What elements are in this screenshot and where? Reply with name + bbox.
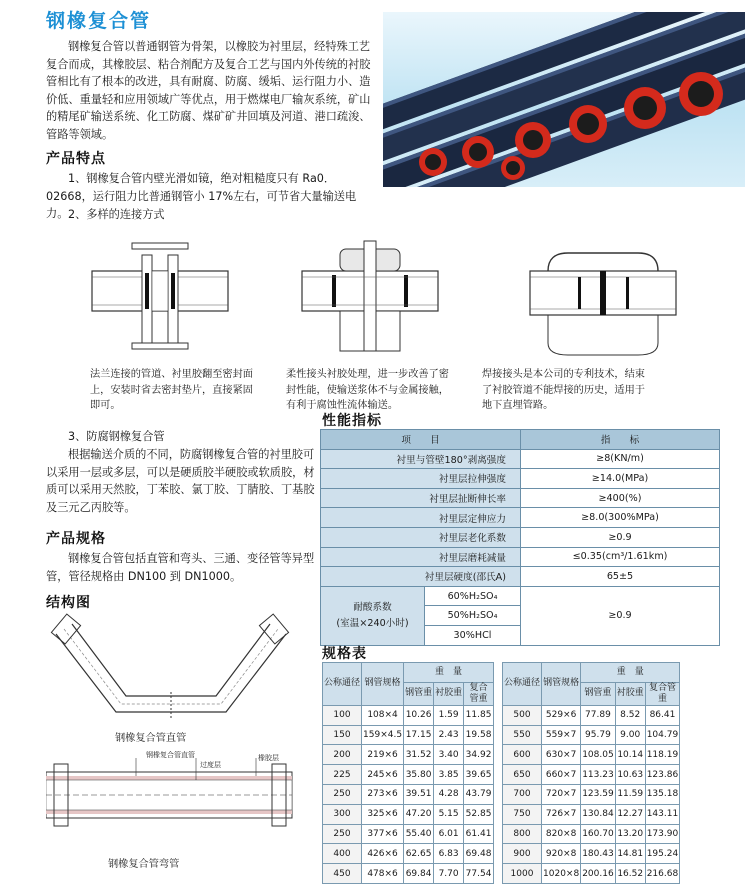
perf-col-item: 项 目 bbox=[321, 430, 521, 450]
spec-col-dn: 公称通径 bbox=[503, 663, 542, 706]
spec-cell-steel: 108.05 bbox=[581, 745, 616, 765]
spec-cell-lining: 5.15 bbox=[434, 804, 464, 824]
spec-cell-lining: 6.01 bbox=[434, 824, 464, 844]
spec-cell-steel: 200.16 bbox=[581, 864, 616, 884]
spec-cell-dn: 150 bbox=[323, 725, 362, 745]
spec-cell-lining: 6.83 bbox=[434, 844, 464, 864]
flexible-joint-caption: 柔性接头衬胶处理，进一步改善了密封性能，使输送浆体不与金属接触，有利于腐蚀性流体输送。 bbox=[286, 369, 449, 411]
table-row bbox=[323, 725, 494, 745]
spec-col-lining: 衬胶重 bbox=[434, 682, 464, 705]
spec-table-right bbox=[502, 662, 680, 884]
spec-cell-composite: 77.54 bbox=[464, 864, 494, 884]
perf-item: 衬里层扯断伸长率 bbox=[321, 488, 521, 508]
spec-cell-pipe: 660×7 bbox=[542, 765, 581, 785]
spec-cell-lining: 12.27 bbox=[615, 804, 645, 824]
spec-cell-dn: 400 bbox=[323, 844, 362, 864]
table-row bbox=[323, 824, 494, 844]
spec-cell-dn: 450 bbox=[323, 864, 362, 884]
spec-cell-pipe: 720×7 bbox=[542, 784, 581, 804]
table-row bbox=[503, 864, 680, 884]
spec-cell-steel: 130.84 bbox=[581, 804, 616, 824]
table-row bbox=[503, 725, 680, 745]
spec-cell-lining: 10.63 bbox=[615, 765, 645, 785]
feature-2: 2、多样的连接方式 bbox=[68, 208, 165, 221]
spec-cell-pipe: 273×6 bbox=[362, 784, 404, 804]
perf-value: ≤0.35(cm³/1.61km) bbox=[521, 547, 720, 567]
perf-acid-label bbox=[321, 586, 425, 645]
spec-table-heading: 规格表 bbox=[322, 646, 367, 662]
table-row bbox=[321, 508, 720, 528]
perf-col-value: 指 标 bbox=[521, 430, 720, 450]
spec-cell-dn: 250 bbox=[323, 784, 362, 804]
spec-cell-steel: 35.80 bbox=[404, 765, 434, 785]
spec-cell-lining: 3.85 bbox=[434, 765, 464, 785]
spec-cell-pipe: 630×7 bbox=[542, 745, 581, 765]
spec-cell-steel: 17.15 bbox=[404, 725, 434, 745]
spec-cell-pipe: 478×6 bbox=[362, 864, 404, 884]
welded-joint-diagram bbox=[528, 243, 678, 363]
spec-table-left bbox=[322, 662, 494, 884]
table-row bbox=[503, 765, 680, 785]
spec-cell-lining: 4.28 bbox=[434, 784, 464, 804]
performance-table bbox=[320, 429, 720, 646]
table-row bbox=[323, 745, 494, 765]
spec-cell-lining: 1.59 bbox=[434, 705, 464, 725]
spec-col-steel: 钢管重 bbox=[404, 682, 434, 705]
perf-item: 衬里层定伸应力 bbox=[321, 508, 521, 528]
spec-cell-steel: 113.23 bbox=[581, 765, 616, 785]
spec-cell-composite: 143.11 bbox=[645, 804, 680, 824]
perf-item: 衬里层磨耗减量 bbox=[321, 547, 521, 567]
feature-1: 1、钢橡复合管内壁光滑如镜，绝对粗糙度只有 Ra0．02668，运行阻力比普通钢管小 17%左右，可节省大量输送电力。 bbox=[46, 172, 357, 221]
spec-cell-pipe: 159×4.5 bbox=[362, 725, 404, 745]
table-row bbox=[503, 804, 680, 824]
perf-value: ≥8(KN/m) bbox=[521, 449, 720, 469]
spec-cell-dn: 200 bbox=[323, 745, 362, 765]
perf-item: 衬里层硬度(邵氏A) bbox=[321, 567, 521, 587]
perf-value: 65±5 bbox=[521, 567, 720, 587]
spec-cell-lining: 9.00 bbox=[615, 725, 645, 745]
spec-cell-pipe: 920×8 bbox=[542, 844, 581, 864]
spec-cell-steel: 31.52 bbox=[404, 745, 434, 765]
spec-cell-pipe: 1020×8 bbox=[542, 864, 581, 884]
spec-cell-dn: 250 bbox=[323, 824, 362, 844]
spec-cell-composite: 118.19 bbox=[645, 745, 680, 765]
perf-value: ≥8.0(300%MPa) bbox=[521, 508, 720, 528]
straight-pipe-caption: 钢橡复合管直管 bbox=[115, 733, 187, 744]
spec-cell-steel: 123.59 bbox=[581, 784, 616, 804]
spec-cell-composite: 69.48 bbox=[464, 844, 494, 864]
spec-cell-steel: 62.65 bbox=[404, 844, 434, 864]
specs-heading: 产品规格 bbox=[46, 531, 106, 547]
spec-cell-lining: 8.52 bbox=[615, 705, 645, 725]
spec-cell-composite: 216.68 bbox=[645, 864, 680, 884]
spec-cell-lining: 3.40 bbox=[434, 745, 464, 765]
spec-cell-steel: 47.20 bbox=[404, 804, 434, 824]
perf-item: 衬里层老化系数 bbox=[321, 527, 521, 547]
spec-cell-pipe: 529×6 bbox=[542, 705, 581, 725]
spec-cell-steel: 39.51 bbox=[404, 784, 434, 804]
elbow-pipe-caption: 钢橡复合管弯管 bbox=[108, 859, 180, 870]
spec-cell-dn: 500 bbox=[503, 705, 542, 725]
label-transition: 过度层 bbox=[200, 761, 221, 769]
spec-cell-dn: 550 bbox=[503, 725, 542, 745]
spec-col-pipe: 钢管规格 bbox=[542, 663, 581, 706]
spec-cell-pipe: 426×6 bbox=[362, 844, 404, 864]
spec-cell-dn: 100 bbox=[323, 705, 362, 725]
spec-cell-composite: 52.85 bbox=[464, 804, 494, 824]
spec-cell-steel: 69.84 bbox=[404, 864, 434, 884]
features-heading: 产品特点 bbox=[46, 151, 106, 167]
spec-cell-composite: 39.65 bbox=[464, 765, 494, 785]
spec-cell-dn: 600 bbox=[503, 745, 542, 765]
spec-cell-steel: 95.79 bbox=[581, 725, 616, 745]
spec-cell-composite: 61.41 bbox=[464, 824, 494, 844]
spec-col-steel: 钢管重 bbox=[581, 682, 616, 705]
spec-cell-dn: 900 bbox=[503, 844, 542, 864]
table-row bbox=[321, 586, 720, 606]
table-row bbox=[321, 567, 720, 587]
spec-cell-pipe: 820×8 bbox=[542, 824, 581, 844]
table-row bbox=[323, 804, 494, 824]
spec-cell-composite: 19.58 bbox=[464, 725, 494, 745]
spec-col-composite: 复合管重 bbox=[645, 682, 680, 705]
perf-acid-sub: 60%H₂SO₄ bbox=[425, 586, 521, 606]
spec-cell-composite: 104.79 bbox=[645, 725, 680, 745]
label-rubber: 橡胶层 bbox=[258, 754, 279, 762]
spec-cell-lining: 16.52 bbox=[615, 864, 645, 884]
spec-cell-dn: 650 bbox=[503, 765, 542, 785]
table-row bbox=[503, 784, 680, 804]
spec-col-pipe: 钢管规格 bbox=[362, 663, 404, 706]
feature-3-text: 根据输送介质的不同，防腐钢橡复合管的衬里胶可以采用一层或多层，可以是硬质胶半硬胶或软质胶，材质可以采用天然胶，丁苯胶、氯丁胶、丁腈胶、丁基胶及三元乙丙胶等。 bbox=[46, 448, 315, 514]
spec-cell-steel: 180.43 bbox=[581, 844, 616, 864]
specs-text: 钢橡复合管包括直管和弯头、三通、变径管等异型管，管径规格由 DN100 到 DN1000。 bbox=[46, 552, 315, 583]
table-row bbox=[503, 844, 680, 864]
spec-cell-pipe: 377×6 bbox=[362, 824, 404, 844]
table-row bbox=[321, 527, 720, 547]
spec-cell-dn: 700 bbox=[503, 784, 542, 804]
perf-acid-label-2: (室温×240小时) bbox=[336, 617, 409, 629]
perf-value: ≥400(%) bbox=[521, 488, 720, 508]
table-row bbox=[503, 705, 680, 725]
perf-value: ≥14.0(MPa) bbox=[521, 469, 720, 489]
table-row bbox=[321, 488, 720, 508]
spec-cell-composite: 123.86 bbox=[645, 765, 680, 785]
table-row bbox=[321, 547, 720, 567]
perf-acid-value: ≥0.9 bbox=[521, 586, 720, 645]
spec-col-dn: 公称通径 bbox=[323, 663, 362, 706]
spec-cell-composite: 86.41 bbox=[645, 705, 680, 725]
table-row bbox=[321, 469, 720, 489]
spec-cell-composite: 195.24 bbox=[645, 844, 680, 864]
spec-col-lining: 衬胶重 bbox=[615, 682, 645, 705]
perf-value: ≥0.9 bbox=[521, 527, 720, 547]
spec-cell-steel: 160.70 bbox=[581, 824, 616, 844]
label-straight: 钢橡复合管直管 bbox=[146, 751, 195, 759]
spec-cell-lining: 11.59 bbox=[615, 784, 645, 804]
spec-cell-pipe: 726×7 bbox=[542, 804, 581, 824]
straight-structure-diagram bbox=[46, 750, 296, 842]
spec-cell-pipe: 325×6 bbox=[362, 804, 404, 824]
spec-cell-steel: 10.26 bbox=[404, 705, 434, 725]
flange-joint-diagram bbox=[90, 233, 230, 358]
table-row bbox=[323, 765, 494, 785]
table-row bbox=[503, 745, 680, 765]
spec-cell-steel: 55.40 bbox=[404, 824, 434, 844]
elbow-structure-diagram bbox=[46, 612, 306, 730]
flange-joint-caption: 法兰连接的管道、衬里胶翻至密封面上，安装时省去密封垫片，直接紧固即可。 bbox=[90, 369, 253, 411]
spec-col-weight: 重 量 bbox=[404, 663, 494, 683]
spec-cell-dn: 225 bbox=[323, 765, 362, 785]
spec-cell-lining: 7.70 bbox=[434, 864, 464, 884]
spec-col-weight: 重 量 bbox=[581, 663, 680, 683]
spec-cell-steel: 77.89 bbox=[581, 705, 616, 725]
spec-cell-lining: 2.43 bbox=[434, 725, 464, 745]
spec-cell-composite: 173.90 bbox=[645, 824, 680, 844]
spec-cell-composite: 43.79 bbox=[464, 784, 494, 804]
spec-cell-dn: 1000 bbox=[503, 864, 542, 884]
spec-cell-pipe: 219×6 bbox=[362, 745, 404, 765]
table-row bbox=[323, 705, 494, 725]
product-photo bbox=[383, 12, 745, 187]
table-row bbox=[323, 864, 494, 884]
spec-cell-pipe: 559×7 bbox=[542, 725, 581, 745]
intro-paragraph: 钢橡复合管以普通钢管为骨架，以橡胶为衬里层，经特殊工艺复合而成，其橡胶层、粘合剂配方及复合工艺与国内外传统的衬胶管相比有了根本的改进，具有耐腐、防腐、缓垢、运行阻力小、造价低、重量轻和应用领域广等优点，用于燃煤电厂输灰系统，矿山的精尾矿输送系统、化工防腐、煤矿矿井回填及河道、港口疏浚、管路等领域。 bbox=[46, 40, 371, 141]
perf-acid-label-1: 耐酸系数 bbox=[353, 601, 392, 613]
structure-heading: 结构图 bbox=[46, 595, 91, 611]
spec-cell-composite: 135.18 bbox=[645, 784, 680, 804]
perf-item: 衬里与管壁180°剥离强度 bbox=[321, 449, 521, 469]
spec-cell-dn: 750 bbox=[503, 804, 542, 824]
spec-cell-pipe: 245×6 bbox=[362, 765, 404, 785]
perf-acid-sub: 50%H₂SO₄ bbox=[425, 606, 521, 626]
spec-col-composite: 复合管重 bbox=[464, 682, 494, 705]
spec-cell-lining: 14.81 bbox=[615, 844, 645, 864]
spec-cell-lining: 10.14 bbox=[615, 745, 645, 765]
spec-cell-lining: 13.20 bbox=[615, 824, 645, 844]
performance-heading: 性能指标 bbox=[322, 413, 382, 429]
page-title: 钢橡复合管 bbox=[46, 10, 152, 32]
table-row bbox=[323, 784, 494, 804]
spec-cell-dn: 800 bbox=[503, 824, 542, 844]
feature-3-title: 3、防腐钢橡复合管 bbox=[68, 430, 165, 443]
table-row bbox=[321, 449, 720, 469]
perf-acid-sub: 30%HCl bbox=[425, 625, 521, 645]
welded-joint-caption: 焊接接头是本公司的专利技术，结束了衬胶管道不能焊接的历史，适用于地下直埋管路。 bbox=[482, 369, 645, 411]
spec-cell-composite: 34.92 bbox=[464, 745, 494, 765]
table-row bbox=[503, 824, 680, 844]
spec-cell-dn: 300 bbox=[323, 804, 362, 824]
perf-item: 衬里层拉伸强度 bbox=[321, 469, 521, 489]
table-row bbox=[323, 844, 494, 864]
flexible-joint-diagram bbox=[300, 233, 440, 358]
spec-cell-pipe: 108×4 bbox=[362, 705, 404, 725]
spec-cell-composite: 11.85 bbox=[464, 705, 494, 725]
